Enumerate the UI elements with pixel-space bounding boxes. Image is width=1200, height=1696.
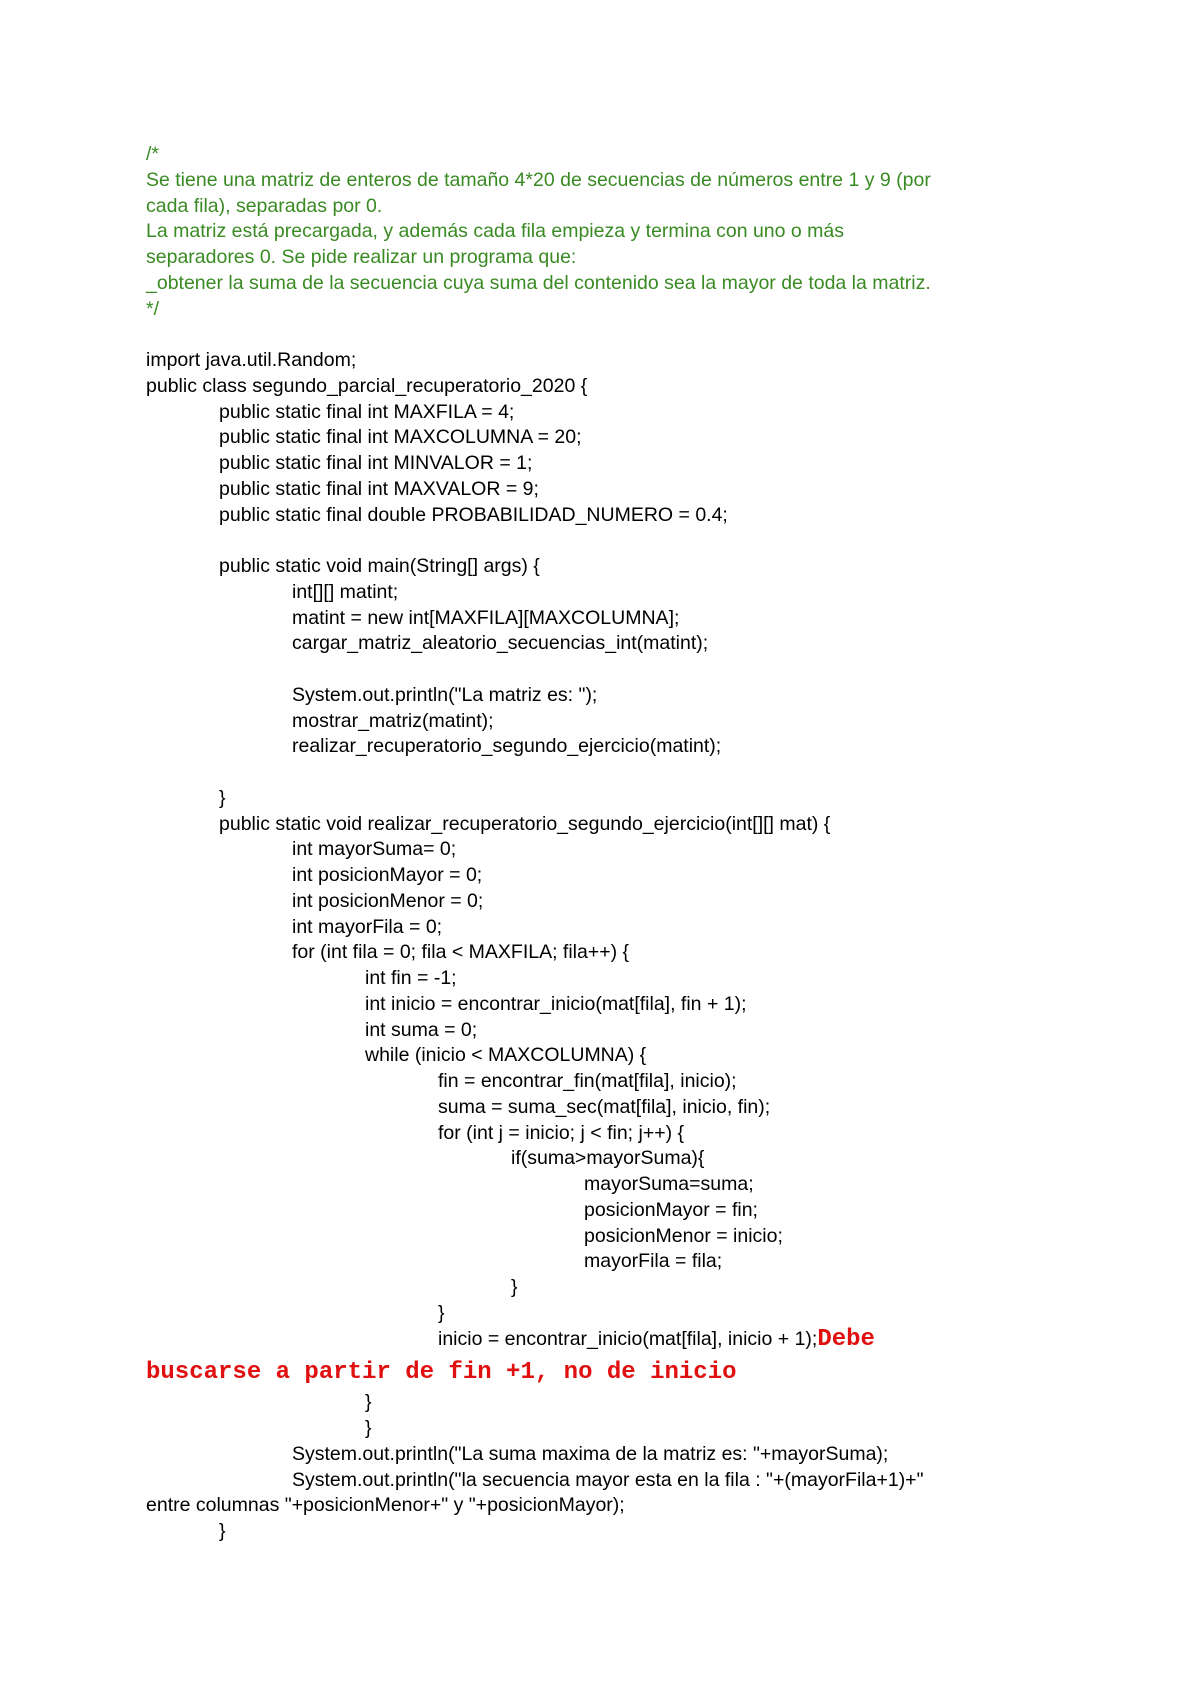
code-line: mayorSuma=suma; [584, 1173, 754, 1195]
code-line: int mayorSuma= 0; [292, 838, 457, 861]
code-document [146, 142, 1096, 1545]
comment-line: Se tiene una matriz de enteros de tamaño 4*20 de secuencias de números entre 1 y 9 (por [146, 168, 931, 191]
code-line-constant: public static final int MAXVALOR = 9; [219, 477, 539, 500]
code-line-class: public class segundo_parcial_recuperatorio_2020 { [146, 374, 588, 397]
comment-line: _obtener la suma de la secuencia cuya suma del contenido sea la mayor de toda la matriz. [146, 271, 931, 294]
code-line: for (int fila = 0; fila < MAXFILA; fila++) { [292, 941, 630, 964]
comment-line: */ [146, 297, 160, 320]
code-line: for (int j = inicio; j < fin; j++) { [438, 1121, 685, 1144]
code-line-wrapped: entre columnas "+posicionMenor+" y "+posicionMayor); [146, 1494, 625, 1517]
code-line: mostrar_matriz(matint); [292, 709, 494, 732]
comment-line: separadores 0. Se pide realizar un programa que: [146, 246, 577, 268]
blank-line [146, 528, 1096, 554]
code-line: while (inicio < MAXCOLUMNA) { [365, 1044, 647, 1067]
code-line: int inicio = encontrar_inicio(mat[fila], fin + 1); [365, 992, 747, 1015]
correction-note-start: Debe [817, 1325, 875, 1353]
code-line: realizar_recuperatorio_segundo_ejercicio(matint); [292, 735, 722, 758]
code-line: } [438, 1301, 445, 1324]
code-line: int posicionMayor = 0; [292, 864, 483, 886]
comment-line: cada fila), separadas por 0. [146, 194, 383, 217]
code-line: fin = encontrar_fin(mat[fila], inicio); [438, 1070, 737, 1092]
code-line: int suma = 0; [365, 1018, 478, 1041]
code-line: mayorFila = fila; [584, 1250, 723, 1273]
code-text: inicio = encontrar_inicio(mat[fila], inicio + 1); [438, 1327, 818, 1350]
code-line: posicionMenor = inicio; [584, 1224, 783, 1247]
code-line-main: public static void main(String[] args) { [219, 555, 540, 577]
code-line: matint = new int[MAXFILA][MAXCOLUMNA]; [292, 606, 680, 629]
code-line: } [365, 1391, 372, 1414]
code-line: cargar_matriz_aleatorio_secuencias_int(matint); [292, 632, 709, 655]
code-line: } [511, 1276, 518, 1298]
code-line-constant: public static final int MAXCOLUMNA = 20; [219, 426, 582, 449]
comment-line: /* [146, 143, 160, 165]
code-line-constant: public static final int MINVALOR = 1; [219, 452, 533, 474]
code-line: posicionMayor = fin; [584, 1198, 758, 1221]
correction-note: buscarse a partir de fin +1, no de inicio [146, 1359, 737, 1387]
blank-line [146, 657, 1096, 683]
code-line-method: public static void realizar_recuperatorio_segundo_ejercicio(int[][] mat) { [219, 812, 831, 835]
comment-line: La matriz está precargada, y además cada fila empieza y termina con uno o más [146, 220, 845, 243]
blank-line [146, 322, 1096, 348]
code-line: } [219, 786, 226, 809]
java-code [146, 348, 1096, 1545]
code-line-with-correction [146, 1327, 1096, 1353]
code-line: } [219, 1520, 226, 1542]
code-line: System.out.println("La matriz es: "); [292, 683, 598, 706]
code-line: int posicionMenor = 0; [292, 889, 484, 912]
code-line: System.out.println("La suma maxima de la matriz es: "+mayorSuma); [292, 1442, 889, 1465]
code-line: } [365, 1417, 372, 1439]
code-line: int fin = -1; [365, 967, 457, 989]
code-line-constant: public static final double PROBABILIDAD_NUMERO = 0.4; [219, 503, 728, 526]
code-line: int mayorFila = 0; [292, 915, 443, 938]
problem-comment [146, 142, 1096, 322]
code-line: int[][] matint; [292, 580, 399, 603]
blank-line [146, 760, 1096, 786]
code-line: suma = suma_sec(mat[fila], inicio, fin); [438, 1095, 771, 1118]
code-line: if(suma>mayorSuma){ [511, 1147, 705, 1170]
code-line-constant: public static final int MAXFILA = 4; [219, 400, 515, 423]
code-line: System.out.println("la secuencia mayor esta en la fila : "+(mayorFila+1)+" [292, 1468, 924, 1491]
code-line-import: import java.util.Random; [146, 349, 357, 371]
